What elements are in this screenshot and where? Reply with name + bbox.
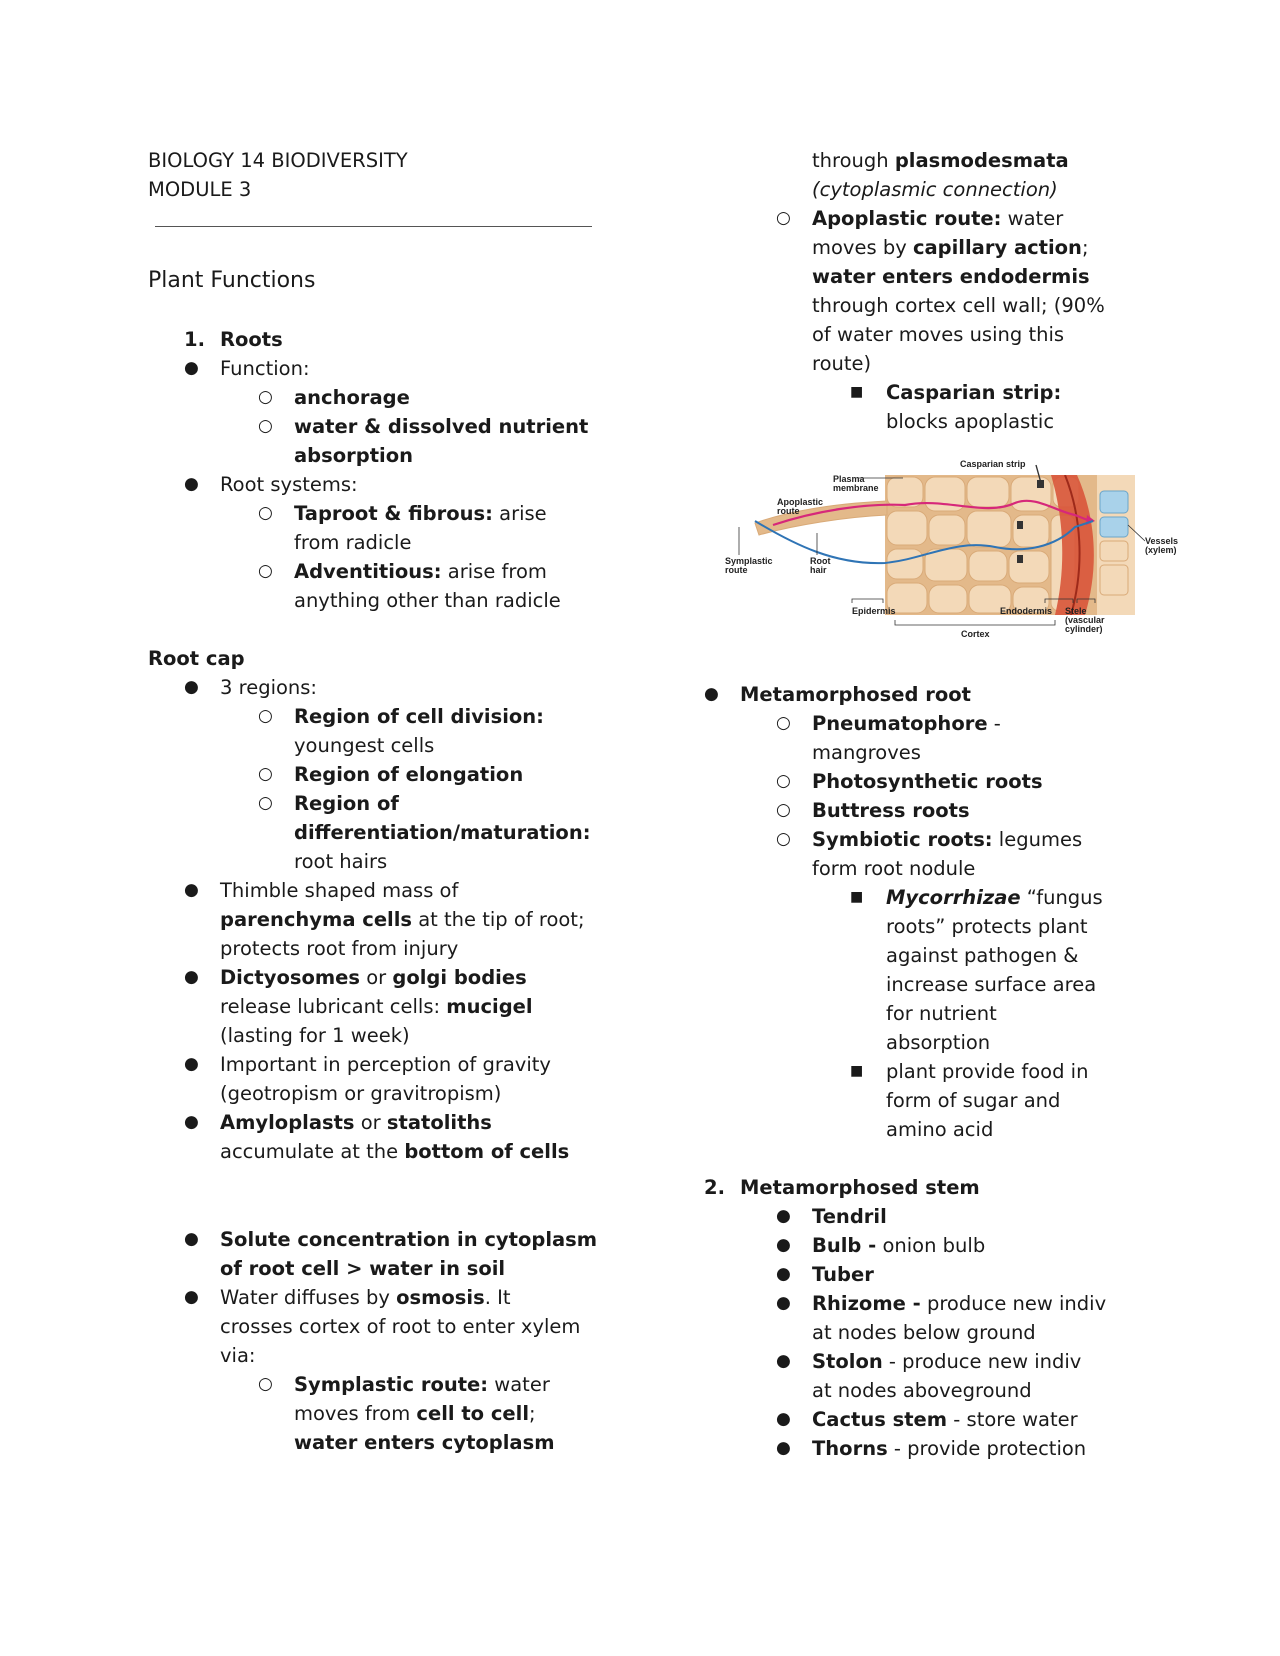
label-stele: Stele bbox=[1065, 606, 1087, 616]
bullet-marker: ● bbox=[184, 967, 199, 987]
label-vascular: (vascular bbox=[1065, 615, 1105, 625]
circle-marker: ○ bbox=[776, 771, 791, 791]
circle-marker: ○ bbox=[776, 713, 791, 733]
label-symplastic: Symplastic bbox=[725, 556, 773, 566]
apoplastic-text: through cortex cell wall; (90% bbox=[812, 294, 1105, 317]
bullet-marker: ● bbox=[776, 1438, 791, 1458]
course-title: BIOLOGY 14 BIODIVERSITY bbox=[148, 149, 408, 172]
pneumatophore-item: Pneumatophore - bbox=[812, 712, 1001, 735]
rhizome-item: Rhizome - produce new indiv bbox=[812, 1292, 1107, 1315]
circle-marker: ○ bbox=[258, 503, 273, 523]
thimble-text: protects root from injury bbox=[220, 937, 459, 960]
label-endodermis: Endodermis bbox=[1000, 606, 1053, 616]
label-plasma: Plasma bbox=[833, 474, 865, 484]
cactus-stem-item: Cactus stem - store water bbox=[812, 1408, 1078, 1431]
label-root: Root bbox=[810, 556, 831, 566]
label-apoplastic: Apoplastic bbox=[777, 497, 824, 507]
circle-marker: ○ bbox=[258, 416, 273, 436]
function-item: absorption bbox=[294, 444, 413, 467]
bullet-marker: ● bbox=[776, 1293, 791, 1313]
buttress-roots-item: Buttress roots bbox=[812, 799, 970, 822]
thimble-text: parenchyma cells at the tip of root; bbox=[220, 908, 585, 931]
casparian-text: Casparian strip: bbox=[886, 381, 1062, 404]
region-2: Region of elongation bbox=[294, 763, 524, 786]
plant-food-item: plant provide food in bbox=[886, 1060, 1089, 1083]
square-marker: ■ bbox=[850, 889, 864, 905]
adventitious-item-cont: anything other than radicle bbox=[294, 589, 561, 612]
taproot-item: Taproot & fibrous: arise bbox=[294, 502, 547, 525]
mycorrhizae-item-cont: absorption bbox=[886, 1031, 991, 1054]
label-membrane: membrane bbox=[833, 483, 879, 493]
root-cap-heading: Root cap bbox=[148, 647, 245, 670]
regions-label: 3 regions: bbox=[220, 676, 318, 699]
bullet-marker: ● bbox=[776, 1206, 791, 1226]
stolon-item: Stolon - produce new indiv bbox=[812, 1350, 1082, 1373]
amyloplasts-text: accumulate at the bottom of cells bbox=[220, 1140, 570, 1163]
dictyosomes-text: release lubricant cells: mucigel bbox=[220, 995, 533, 1018]
metamorphosed-root-heading: Metamorphosed root bbox=[740, 683, 971, 706]
bullet-marker: ● bbox=[776, 1409, 791, 1429]
mycorrhizae-item-cont: for nutrient bbox=[886, 1002, 997, 1025]
apoplastic-text: of water moves using this bbox=[812, 323, 1065, 346]
symplastic-text-cont: (cytoplasmic connection) bbox=[812, 178, 1058, 201]
gravity-text: (geotropism or gravitropism) bbox=[220, 1082, 502, 1105]
symbiotic-roots-item: Symbiotic roots: legumes bbox=[812, 828, 1083, 851]
label-symplastic-route: route bbox=[725, 565, 748, 575]
apoplastic-text: water enters endodermis bbox=[812, 265, 1090, 288]
function-label: Function: bbox=[220, 357, 310, 380]
pneumatophore-item-cont: mangroves bbox=[812, 741, 921, 764]
water-text: via: bbox=[220, 1344, 256, 1367]
circle-marker: ○ bbox=[258, 793, 273, 813]
gravity-text: Important in perception of gravity bbox=[220, 1053, 551, 1076]
symplastic-text-cont: through plasmodesmata bbox=[812, 149, 1069, 172]
circle-marker: ○ bbox=[776, 829, 791, 849]
casparian-text: blocks apoplastic bbox=[886, 410, 1055, 433]
symbiotic-roots-item-cont: form root nodule bbox=[812, 857, 976, 880]
region-1-desc: youngest cells bbox=[294, 734, 435, 757]
apoplastic-text: moves by capillary action; bbox=[812, 236, 1089, 259]
mycorrhizae-item: Mycorrhizae “fungus bbox=[886, 886, 1103, 909]
bullet-marker: ● bbox=[776, 1351, 791, 1371]
circle-marker: ○ bbox=[776, 800, 791, 820]
xylem-vessel bbox=[1100, 517, 1128, 537]
module-label: MODULE 3 bbox=[148, 178, 252, 201]
dictyosomes-text: Dictyosomes or golgi bodies bbox=[220, 966, 527, 989]
list-number: 1. bbox=[184, 328, 205, 351]
label-vessels: Vessels bbox=[1145, 536, 1179, 546]
square-marker: ■ bbox=[850, 384, 864, 400]
region-3: Region of bbox=[294, 792, 399, 815]
apoplastic-text: Apoplastic route: water bbox=[812, 207, 1064, 230]
list-number: 2. bbox=[704, 1176, 725, 1199]
taproot-item-cont: from radicle bbox=[294, 531, 412, 554]
bullet-marker: ● bbox=[184, 474, 199, 494]
photosynthetic-roots-item: Photosynthetic roots bbox=[812, 770, 1043, 793]
label-xylem: (xylem) bbox=[1145, 545, 1177, 555]
tuber-item: Tuber bbox=[812, 1263, 874, 1286]
bullet-marker: ● bbox=[184, 358, 199, 378]
solute-text: Solute concentration in cytoplasm bbox=[220, 1228, 598, 1251]
rhizome-item-cont: at nodes below ground bbox=[812, 1321, 1036, 1344]
bullet-marker: ● bbox=[776, 1235, 791, 1255]
amyloplasts-text: Amyloplasts or statoliths bbox=[220, 1111, 492, 1134]
plant-food-item-cont: amino acid bbox=[886, 1118, 994, 1141]
root-water-transport-diagram bbox=[725, 455, 1179, 677]
mycorrhizae-item-cont: increase surface area bbox=[886, 973, 1097, 996]
label-epidermis: Epidermis bbox=[852, 606, 896, 616]
mycorrhizae-item-cont: against pathogen & bbox=[886, 944, 1079, 967]
label-apoplastic-route: route bbox=[777, 506, 800, 516]
thorns-item: Thorns - provide protection bbox=[812, 1437, 1087, 1460]
bulb-item: Bulb - onion bulb bbox=[812, 1234, 986, 1257]
label-casparian-strip: Casparian strip bbox=[960, 459, 1026, 469]
bullet-marker: ● bbox=[184, 1054, 199, 1074]
mycorrhizae-item-cont: roots” protects plant bbox=[886, 915, 1088, 938]
root-systems-label: Root systems: bbox=[220, 473, 358, 496]
circle-marker: ○ bbox=[258, 561, 273, 581]
thimble-text: Thimble shaped mass of bbox=[220, 879, 459, 902]
region-3-desc: root hairs bbox=[294, 850, 388, 873]
bullet-marker: ● bbox=[184, 677, 199, 697]
circle-marker: ○ bbox=[258, 706, 273, 726]
roots-heading: Roots bbox=[220, 328, 283, 351]
section-title: Plant Functions bbox=[148, 268, 316, 293]
apoplastic-text: route) bbox=[812, 352, 872, 375]
circle-marker: ○ bbox=[258, 764, 273, 784]
xylem-vessel bbox=[1100, 491, 1128, 513]
square-marker: ■ bbox=[850, 1063, 864, 1079]
symplastic-text: Symplastic route: water bbox=[294, 1373, 550, 1396]
dictyosomes-text: (lasting for 1 week) bbox=[220, 1024, 410, 1047]
bullet-marker: ● bbox=[184, 1287, 199, 1307]
bullet-marker: ● bbox=[184, 880, 199, 900]
tendril-item: Tendril bbox=[812, 1205, 887, 1228]
water-text: crosses cortex of root to enter xylem bbox=[220, 1315, 581, 1338]
stolon-item-cont: at nodes aboveground bbox=[812, 1379, 1032, 1402]
casparian-strip-mark bbox=[1037, 480, 1044, 488]
region-3-cont: differentiation/maturation: bbox=[294, 821, 591, 844]
label-hair: hair bbox=[810, 565, 827, 575]
water-text: Water diffuses by osmosis. It bbox=[220, 1286, 511, 1309]
label-cortex: Cortex bbox=[961, 629, 990, 639]
symplastic-text: water enters cytoplasm bbox=[294, 1431, 555, 1454]
metamorphosed-stem-heading: Metamorphosed stem bbox=[740, 1176, 980, 1199]
circle-marker: ○ bbox=[258, 387, 273, 407]
adventitious-item: Adventitious: arise from bbox=[294, 560, 547, 583]
circle-marker: ○ bbox=[776, 208, 791, 228]
circle-marker: ○ bbox=[258, 1374, 273, 1394]
function-item: water & dissolved nutrient bbox=[294, 415, 589, 438]
symplastic-text: moves from cell to cell; bbox=[294, 1402, 536, 1425]
label-cylinder: cylinder) bbox=[1065, 624, 1103, 634]
function-item: anchorage bbox=[294, 386, 410, 409]
bullet-marker: ● bbox=[776, 1264, 791, 1284]
solute-text: of root cell > water in soil bbox=[220, 1257, 506, 1280]
bullet-marker: ● bbox=[704, 684, 719, 704]
header-divider bbox=[155, 226, 592, 227]
bullet-marker: ● bbox=[184, 1112, 199, 1132]
bullet-marker: ● bbox=[184, 1229, 199, 1249]
plant-food-item-cont: form of sugar and bbox=[886, 1089, 1061, 1112]
region-1: Region of cell division: bbox=[294, 705, 544, 728]
